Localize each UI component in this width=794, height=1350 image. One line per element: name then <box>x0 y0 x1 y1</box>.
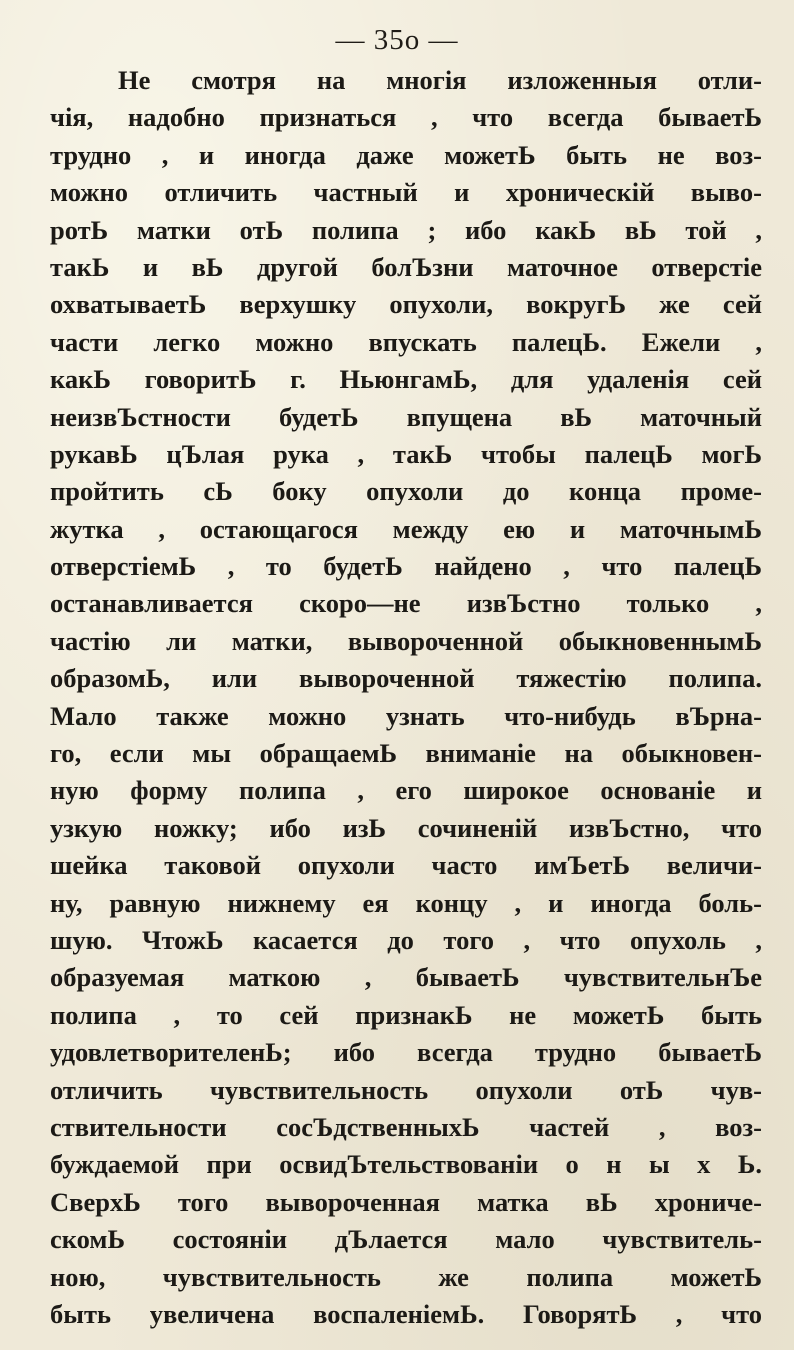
text-line: Не смотря на многія изложенныя отли- <box>118 65 762 95</box>
text-line: какЬ говоритЬ г. НьюнгамЬ, для удаленія сей <box>50 364 762 395</box>
text-line: буждаемой при освидЪтельствованіи о н ы х Ь. <box>50 1149 762 1180</box>
text-line: узкую ножку; ибо изЬ сочиненій извЪстно, что <box>50 812 762 843</box>
text-line: полипа , то сей признакЬ не можетЬ быть <box>50 999 762 1030</box>
text-line: скомЬ состояніи дЪлается мало чувствитель- <box>50 1224 762 1255</box>
text-line: отверстіемЬ , то будетЬ найдено , что палецЬ <box>50 551 762 582</box>
text-line: ну, равную нижнему ея концу , и иногда боль- <box>50 887 762 918</box>
text-line: го, если мы обращаемЬ вниманіе на обыкновен- <box>50 738 762 769</box>
text-line: шейка таковой опухоли часто имЪетЬ величи- <box>50 850 762 881</box>
text-line: неизвЪстности будетЬ впущена вЬ маточный <box>50 401 762 432</box>
text-line: охватываетЬ верхушку опухоли, вокругЬ же сей <box>50 289 762 320</box>
text-line: останавливается скоро—не извЪстно только , <box>50 588 762 619</box>
text-line: ствительности сосЪдственныхЬ частей , воз- <box>50 1111 762 1142</box>
text-line: можно отличить частный и хроническій выво- <box>50 177 762 208</box>
text-line: ротЬ матки отЬ полипа ; ибо какЬ вЬ той , <box>50 214 762 245</box>
text-line: отличить чувствительность опухоли отЬ чув- <box>50 1074 762 1105</box>
text-line: частію ли матки, вывороченной обыкновеннымЬ <box>50 625 762 656</box>
text-line: ную форму полипа , его широкое основаніе и <box>50 775 762 806</box>
page-number: — 35о — <box>335 24 459 56</box>
text-line: образуемая маткою , бываетЬ чувствительнЪе <box>50 962 762 993</box>
text-line: жутка , остающагося между ею и маточнымЬ <box>50 513 762 544</box>
text-line: чія, надобно признаться , что всегда бываетЬ <box>50 102 762 133</box>
text-line: рукавЬ цЪлая рука , такЬ чтобы палецЬ могЬ <box>50 438 762 469</box>
text-line: трудно , и иногда даже можетЬ быть не воз- <box>50 139 762 170</box>
text-line: такЬ и вЬ другой болЪзни маточное отверстіе <box>50 251 762 282</box>
text-line: части легко можно впускать палецЬ. Ежели , <box>50 326 762 357</box>
text-line: пройтить сЬ боку опухоли до конца проме- <box>50 476 762 507</box>
text-line: ною, чувствительность же полипа можетЬ <box>50 1261 762 1292</box>
text-line: СверхЬ того вывороченная матка вЬ хрониче- <box>50 1186 762 1217</box>
text-line: шую. ЧтожЬ касается до того , что опухоль , <box>50 924 762 955</box>
text-line: Мало также можно узнать что-нибудь вЪрна- <box>50 700 762 731</box>
text-line: быть увеличена воспаленіемЬ. ГоворятЬ , что <box>50 1298 762 1329</box>
body-text <box>50 62 762 1333</box>
text-line: образомЬ, или вывороченной тяжестію полипа. <box>50 663 762 694</box>
text-line: удовлетворителенЬ; ибо всегда трудно бываетЬ <box>50 1037 762 1068</box>
